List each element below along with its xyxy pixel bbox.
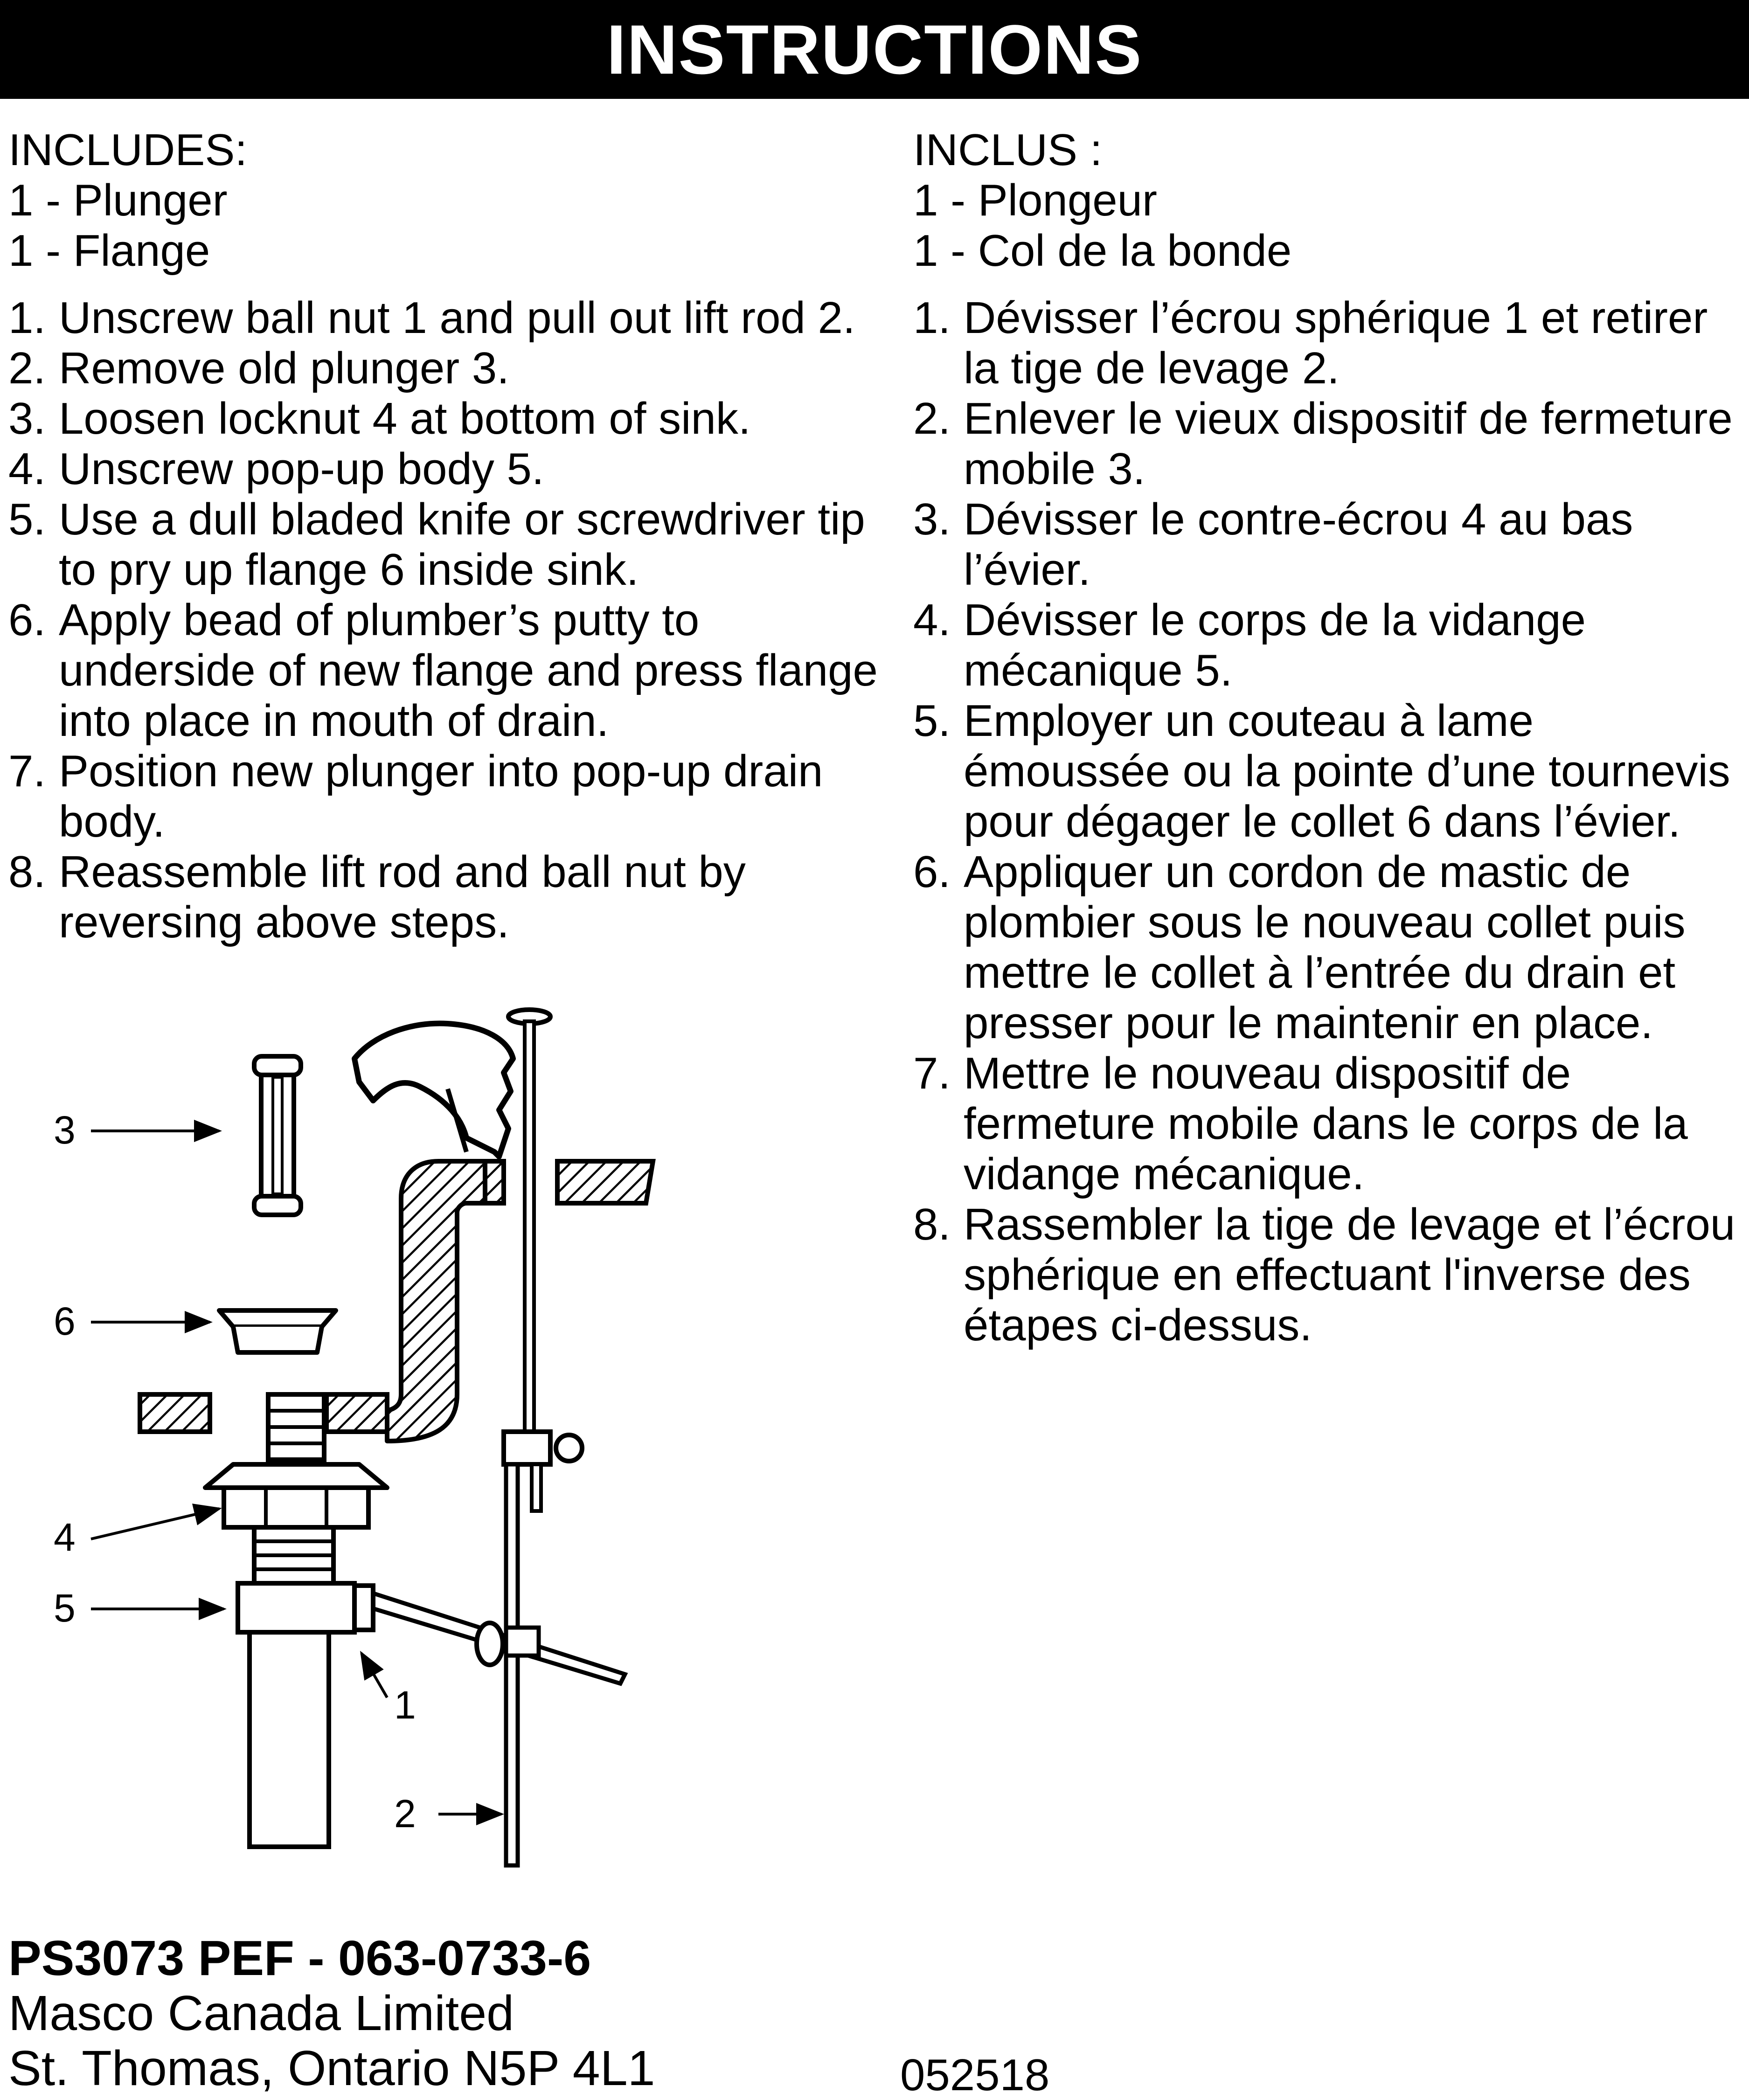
step-number: 3.	[8, 394, 46, 444]
label-flange: 6	[54, 1299, 76, 1343]
step-text: Employer un couteau à lame émoussée ou la pointe d’une tournevis pour dégager le collet 6 dans l’évier.	[964, 696, 1730, 846]
step-number: 2.	[8, 343, 46, 393]
step-number: 7.	[913, 1048, 951, 1098]
step-text: Loosen locknut 4 at bottom of sink.	[59, 394, 751, 444]
step-item	[913, 696, 1743, 847]
step-text: Dévisser l’écrou sphérique 1 et retirer la tige de levage 2.	[964, 293, 1708, 393]
step-text: Dévisser le contre-écrou 4 au bas l’évier.	[964, 494, 1633, 595]
sink-floor	[140, 1394, 387, 1432]
step-number: 5.	[913, 696, 951, 746]
popup-body	[238, 1583, 373, 1847]
label-popup-body: 5	[54, 1586, 76, 1630]
lift-rod	[508, 1010, 550, 1455]
step-item	[913, 394, 1743, 494]
step-number: 4.	[913, 595, 951, 645]
includes-heading: INCLUS :	[913, 125, 1103, 175]
arrow-locknut	[91, 1509, 219, 1539]
step-item	[8, 746, 895, 847]
arrow-ball-nut	[361, 1653, 387, 1698]
step-text: Use a dull bladed knife or screwdriver tip to pry up flange 6 inside sink.	[59, 494, 865, 595]
step-number: 4.	[8, 444, 46, 494]
step-item	[8, 494, 895, 595]
french-column	[913, 125, 1743, 1351]
label-locknut: 4	[54, 1515, 76, 1559]
english-column	[8, 125, 895, 948]
step-item	[8, 343, 895, 394]
step-number: 1.	[8, 293, 46, 343]
popup-drain-diagram	[0, 1003, 676, 1875]
step-number: 3.	[913, 494, 951, 544]
document-number: 052518	[900, 2050, 1050, 2100]
step-item	[8, 394, 895, 444]
plunger	[254, 1056, 301, 1215]
includes-list	[8, 125, 895, 276]
step-item	[913, 494, 1743, 595]
step-number: 1.	[913, 293, 951, 343]
includes-item: 1 - Col de la bonde	[913, 226, 1292, 276]
step-text: Dévisser le corps de la vidange mécanique 5.	[964, 595, 1586, 695]
step-item	[913, 1048, 1743, 1199]
step-number: 7.	[8, 746, 46, 796]
countertop-deck	[485, 1161, 653, 1203]
step-text: Appliquer un cordon de mastic de plombier sous le nouveau collet puis mettre le collet à l’entrée du drain et presser pour le maintenir en place.	[964, 847, 1686, 1048]
flange	[219, 1310, 336, 1352]
includes-item: 1 - Flange	[8, 226, 210, 276]
label-plunger: 3	[54, 1108, 76, 1152]
company-name: Masco Canada Limited	[8, 1986, 514, 2041]
step-number: 8.	[913, 1199, 951, 1249]
step-text: Remove old plunger 3.	[59, 343, 509, 393]
step-item	[913, 293, 1743, 394]
label-lift-rod: 2	[394, 1792, 416, 1836]
includes-heading: INCLUDES:	[8, 125, 248, 175]
instruction-steps	[8, 293, 895, 948]
step-text: Rassembler la tige de levage et l’écrou sphérique en effectuant l'inverse des étapes ci-dessus.	[964, 1199, 1735, 1350]
locknut	[205, 1464, 387, 1527]
faucet-spout	[354, 1023, 513, 1157]
step-text: Unscrew ball nut 1 and pull out lift rod 2.	[59, 293, 855, 343]
step-number: 2.	[913, 394, 951, 444]
page-title: INSTRUCTIONS	[0, 0, 1749, 99]
step-item	[8, 444, 895, 494]
step-item	[8, 293, 895, 343]
step-text: Enlever le vieux dispositif de fermeture mobile 3.	[964, 394, 1733, 494]
sink-bowl-wall	[387, 1161, 485, 1441]
step-text: Reassemble lift rod and ball nut by reversing above steps.	[59, 847, 746, 947]
step-text: Mettre le nouveau dispositif de fermeture mobile dans le corps de la vidange mécanique.	[964, 1048, 1688, 1199]
part-code: PS3073 PEF - 063-0733-6	[8, 1931, 591, 1986]
step-text: Unscrew pop-up body 5.	[59, 444, 544, 494]
step-text: Position new plunger into pop-up drain body.	[59, 746, 823, 846]
company-address: St. Thomas, Ontario N5P 4L1	[8, 2041, 655, 2096]
includes-item: 1 - Plunger	[8, 175, 228, 225]
includes-item: 1 - Plongeur	[913, 175, 1157, 225]
step-number: 8.	[8, 847, 46, 897]
step-item	[8, 595, 895, 746]
step-item	[913, 847, 1743, 1048]
step-number: 6.	[913, 847, 951, 897]
step-number: 5.	[8, 494, 46, 544]
footer	[8, 1931, 655, 2096]
step-item	[913, 595, 1743, 696]
pivot-rod	[359, 1590, 625, 1684]
label-ball-nut: 1	[394, 1683, 416, 1727]
step-item	[913, 1199, 1743, 1351]
includes-list	[913, 125, 1743, 276]
step-text: Apply bead of plumber’s putty to underside of new flange and press flange into place in mouth of drain.	[59, 595, 878, 746]
step-item	[8, 847, 895, 948]
instruction-steps	[913, 293, 1743, 1351]
step-number: 6.	[8, 595, 46, 645]
